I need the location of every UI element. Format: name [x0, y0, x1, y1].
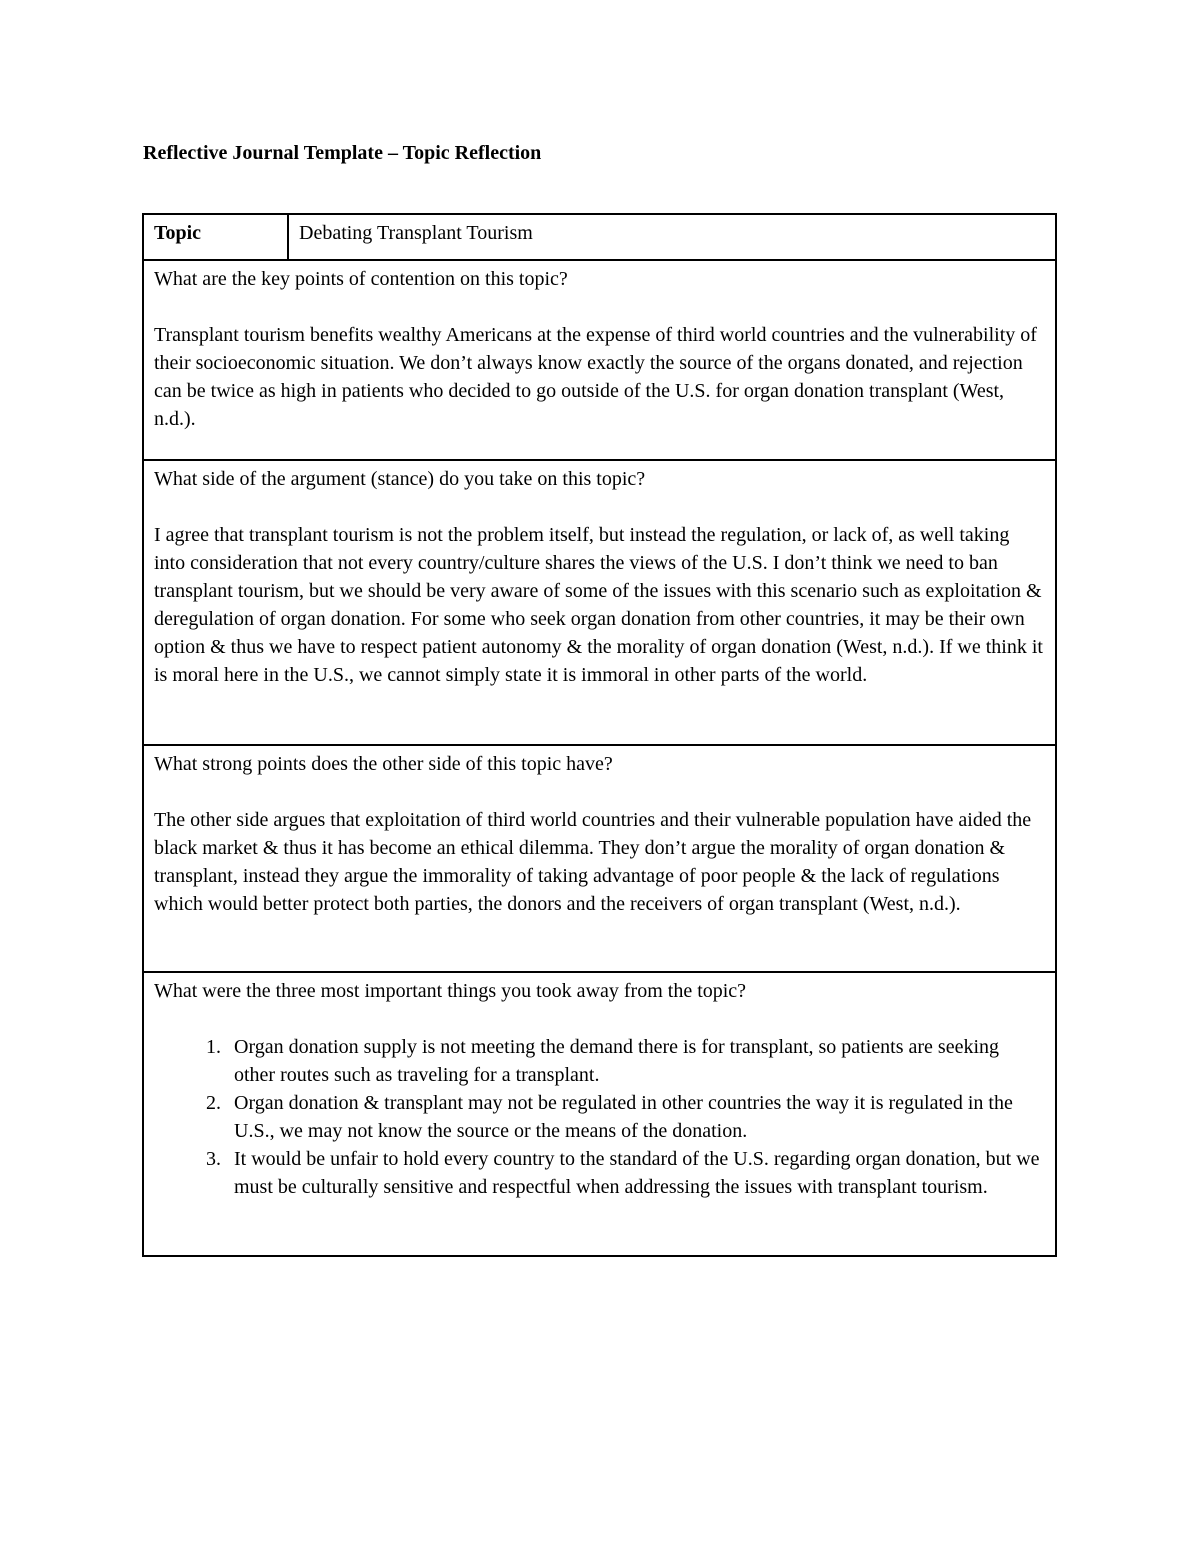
contention-answer: Transplant tourism benefits wealthy Americans at the expense of third world countries and the vulnerability of their socioeconomic situation. We don’t always know exactly the source of the organs donated, and rejection can be twice as high in patients who decided to go outside of the U.S. for organ donation transplant (West, n.d.). — [154, 324, 1037, 430]
other-side-question: What strong points does the other side of this topic have? — [154, 753, 613, 775]
stance-cell — [143, 460, 1056, 745]
topic-value: Debating Transplant Tourism — [288, 214, 1056, 260]
stance-question: What side of the argument (stance) do you take on this topic? — [154, 468, 646, 490]
other-side-row — [143, 745, 1056, 972]
takeaways-cell — [143, 972, 1056, 1256]
contention-question: What are the key points of contention on this topic? — [154, 268, 568, 290]
stance-answer: I agree that transplant tourism is not the problem itself, but instead the regulation, or lack of, as well taking into consideration that not every country/culture shares the views of the U.S. I don’t think we need to ban transplant tourism, but we should be very aware of some of the issues with this scenario such as exploitation & deregulation of organ donation. For some who seek organ donation from other countries, it may be their own option & thus we have to respect patient autonomy & the morality of organ donation (West, n.d.). If we think it is moral here in the U.S., we cannot simply state it is immoral in other parts of the world. — [154, 524, 1043, 686]
takeaway-item: 3. It would be unfair to hold every country to the standard of the U.S. regarding organ donation, but we must be culturally sensitive and respectful when addressing the issues with transplant tourism. — [226, 1145, 1045, 1201]
takeaways-row — [143, 972, 1056, 1256]
takeaways-question: What were the three most important things you took away from the topic? — [154, 980, 747, 1002]
document-title: Reflective Journal Template – Topic Reflection — [143, 142, 542, 164]
topic-label: Topic — [143, 214, 288, 260]
stance-row — [143, 460, 1056, 745]
contention-row — [143, 260, 1056, 460]
reflection-table — [142, 213, 1057, 1257]
contention-cell — [143, 260, 1056, 460]
other-side-answer: The other side argues that exploitation of third world countries and their vulnerable population have aided the black market & thus it has become an ethical dilemma. They don’t argue the morality of organ donation & transplant, instead they argue the immorality of taking advantage of poor people & the lack of regulations which would better protect both parties, the donors and the receivers of organ transplant (West, n.d.). — [154, 809, 1032, 915]
topic-row — [143, 214, 1056, 260]
takeaway-item: 2. Organ donation & transplant may not be regulated in other countries the way it is regulated in the U.S., we may not know the source or the means of the donation. — [226, 1089, 1045, 1145]
other-side-cell — [143, 745, 1056, 972]
takeaway-item: 1. Organ donation supply is not meeting the demand there is for transplant, so patients are seeking other routes such as traveling for a transplant. — [226, 1033, 1045, 1089]
takeaways-list — [154, 1033, 1045, 1201]
